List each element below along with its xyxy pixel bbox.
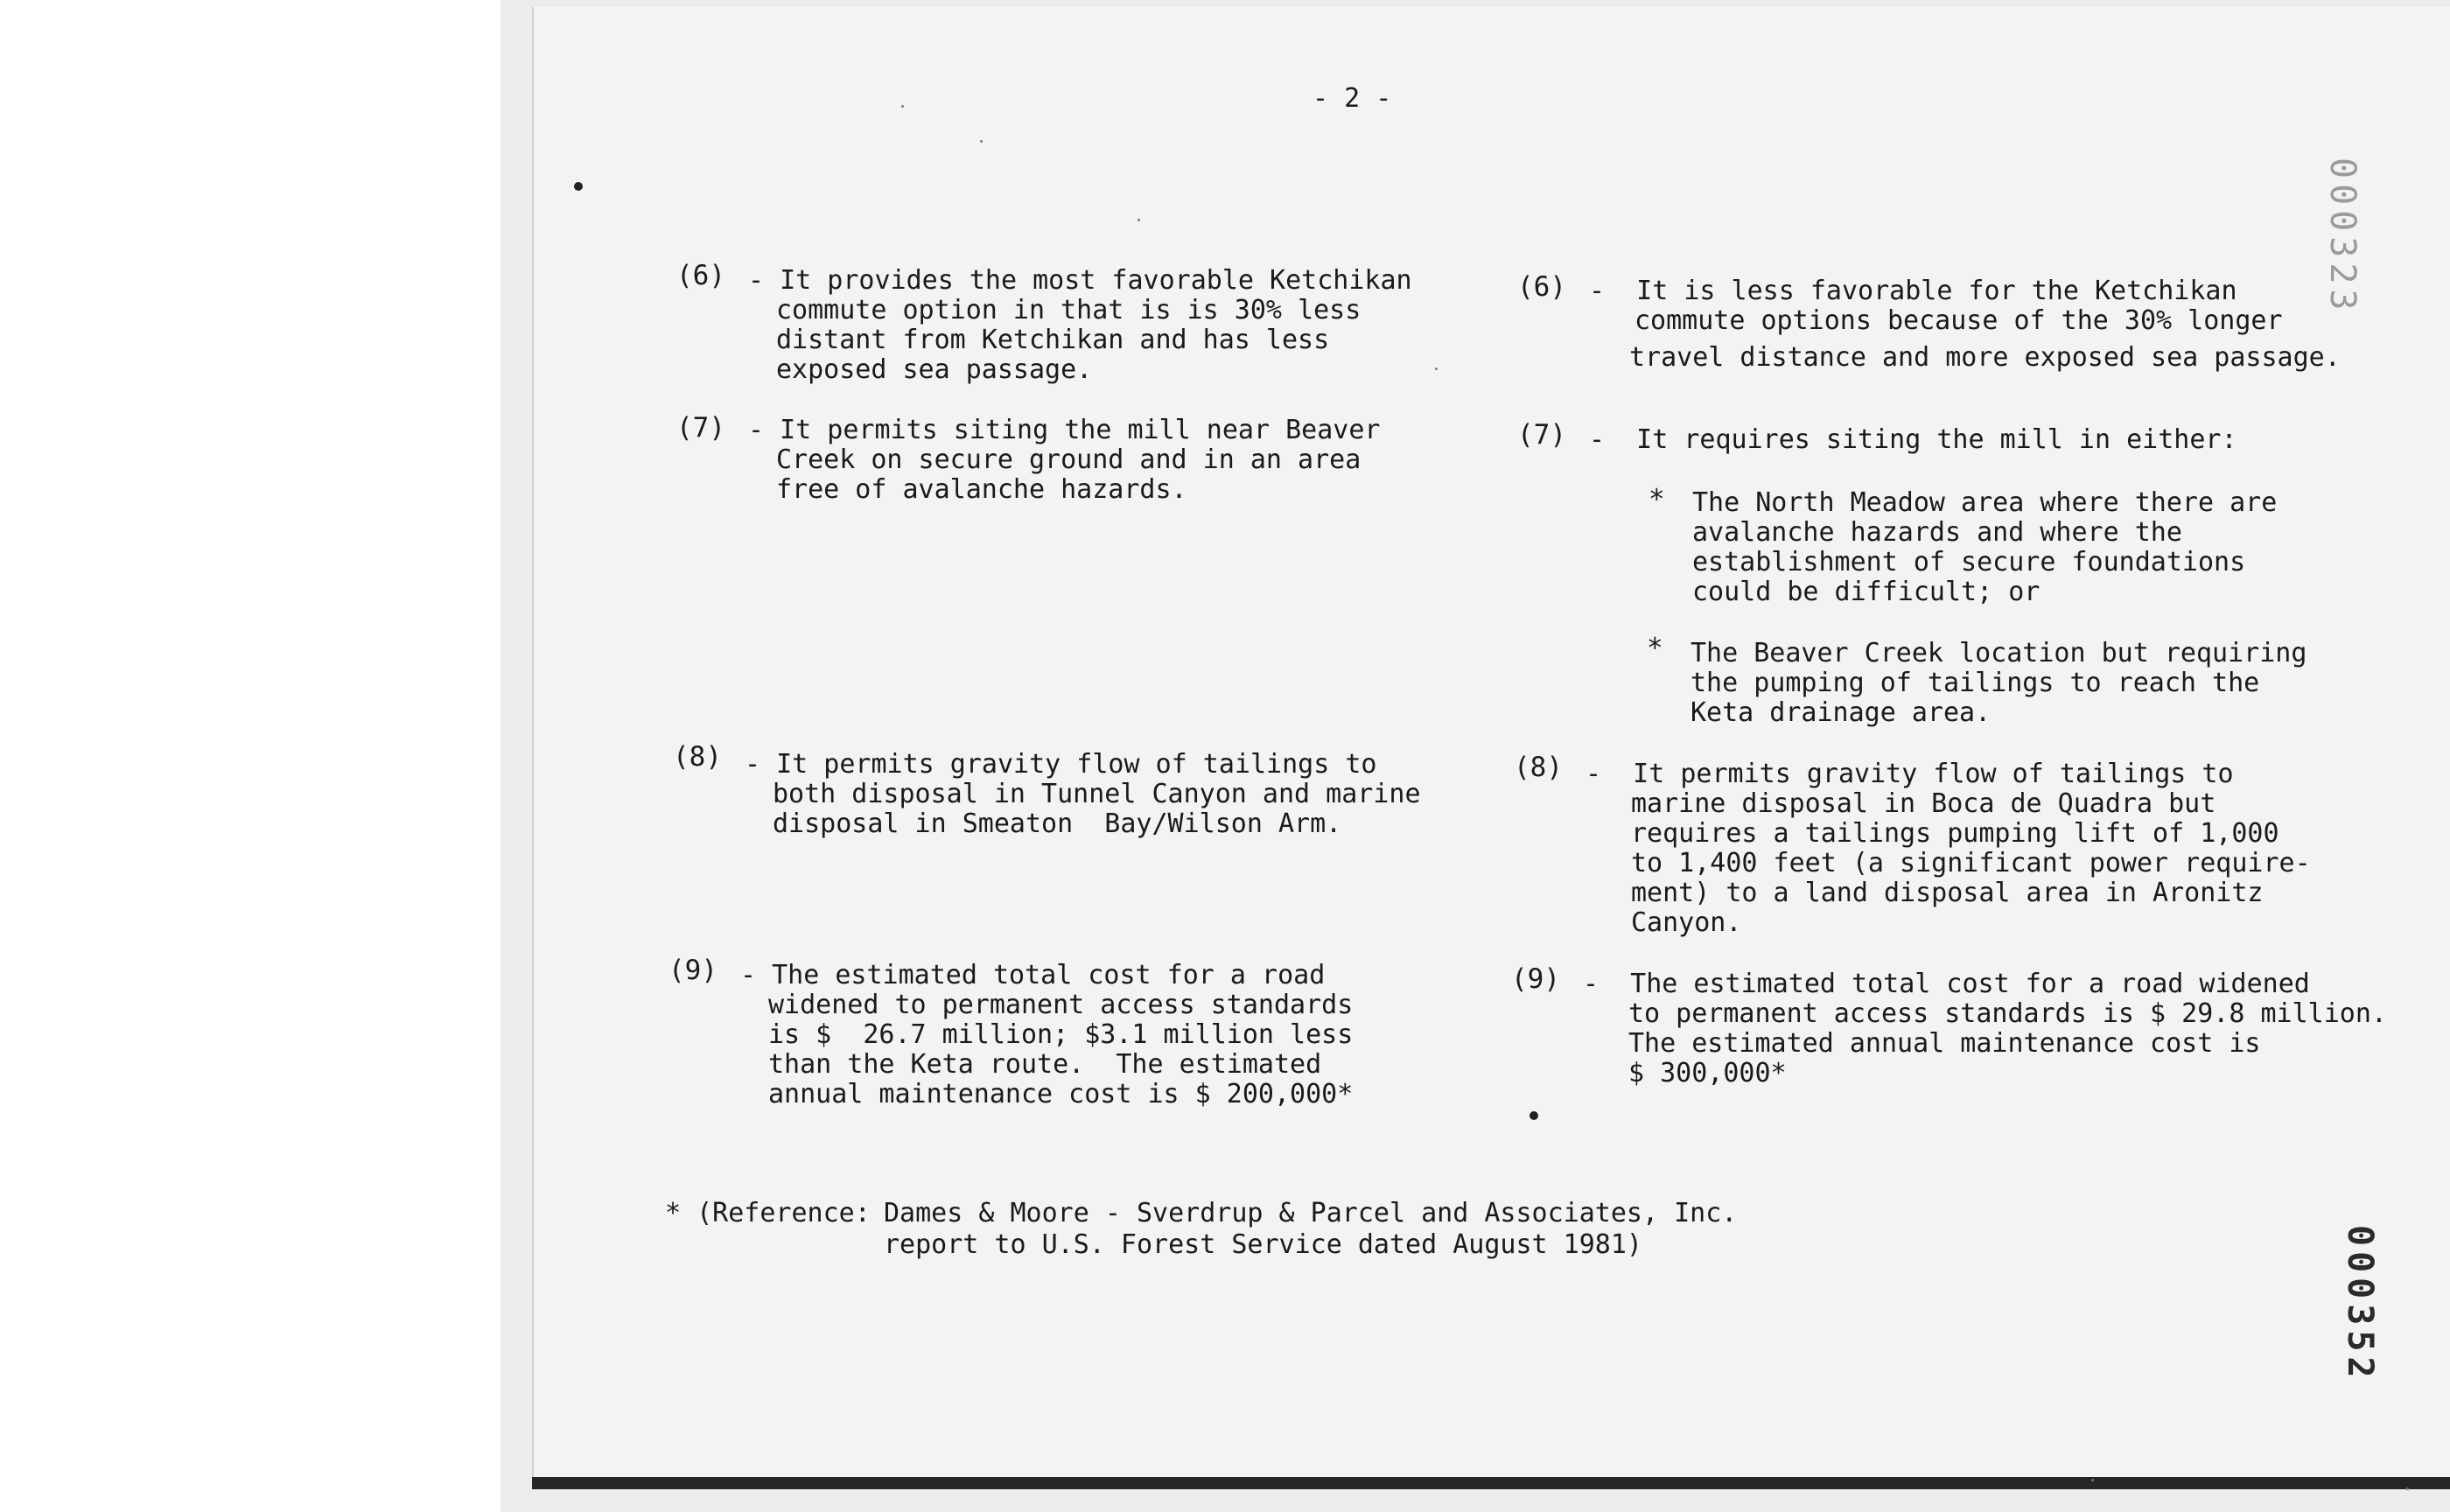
scan-speck [2406,1488,2409,1490]
item-line: the pumping of tailings to reach the [1690,668,2260,698]
item-line: avalanche hazards and where the [1692,517,2182,548]
footnote-line: Dames & Moore - Sverdrup & Parcel and Associates, Inc. [884,1198,1738,1228]
scan-speck [1435,368,1438,370]
item-line: - The estimated total cost for a road [740,960,1326,990]
item-line: commute options because of the 30% longer [1634,305,2283,336]
item-line: than the Keta route. The estimated [768,1049,1322,1080]
footnote-label: * (Reference: [665,1198,871,1228]
item-line: - It requires siting the mill in either: [1589,424,2237,455]
item-line: annual maintenance cost is $ 200,000* [768,1079,1354,1110]
bullet-marker: * [1647,633,1663,664]
scan-speck [2091,1479,2094,1481]
item-line: to 1,400 feet (a significant power require- [1631,848,2311,878]
item-line: The estimated annual maintenance cost is [1628,1028,2261,1059]
item-line: $ 300,000* [1628,1058,1787,1088]
item-line: - It provides the most favorable Ketchikan [748,265,1412,296]
item-line: requires a tailings pumping lift of 1,000 [1631,818,2279,849]
item-marker: (7) [1517,419,1566,451]
item-line: Keta drainage area. [1690,697,1992,728]
item-marker: (7) [676,412,725,444]
item-line: could be difficult; or [1692,577,2040,607]
footnote-line: report to U.S. Forest Service dated August 1981) [884,1229,1642,1260]
item-line: marine disposal in Boca de Quadra but [1631,788,2216,819]
scan-margin [0,0,500,1512]
item-marker: (9) [668,955,718,986]
bates-stamp-bottom: 000352 [2340,1225,2380,1383]
scan-speck [901,105,904,108]
item-line: - It permits siting the mill near Beaver [748,415,1381,445]
bullet-marker: * [1648,484,1665,515]
item-line: The Beaver Creek location but requiring [1690,638,2307,668]
item-line: commute option in that is is 30% less [776,295,1362,326]
scan-mark [1530,1111,1538,1120]
item-line: - It permits gravity flow of tailings to [1586,759,2234,789]
item-line: Creek on secure ground and in an area [776,444,1362,475]
scan-speck [1138,219,1140,221]
item-marker: (9) [1511,963,1560,995]
item-line: ment) to a land disposal area in Aronitz [1631,878,2264,908]
item-line: - The estimated total cost for a road widened [1583,969,2310,999]
item-line: disposal in Smeaton Bay/Wilson Arm. [773,808,1342,839]
page-bottom-edge [532,1477,2450,1489]
scan-speck [980,140,983,143]
item-line: distant from Ketchikan and has less [776,325,1330,355]
item-line: exposed sea passage. [776,354,1093,385]
item-line: to permanent access standards is $ 29.8 million. [1628,998,2387,1029]
item-line: The North Meadow area where there are [1692,487,2278,518]
scan-mark [574,182,583,191]
item-line: both disposal in Tunnel Canyon and marine [773,779,1421,809]
item-line: is $ 26.7 million; $3.1 million less [768,1019,1354,1050]
item-line: travel distance and more exposed sea passage. [1629,342,2341,373]
item-line: - It permits gravity flow of tailings to [745,749,1377,780]
item-marker: (6) [676,260,725,291]
item-marker: (8) [673,741,722,773]
item-marker: (8) [1514,752,1563,783]
item-line: free of avalanche hazards. [776,474,1187,505]
bates-stamp-top: 000323 [2322,158,2362,316]
item-line: - It is less favorable for the Ketchikan [1589,276,2237,306]
item-line: Canyon. [1631,907,1742,938]
item-line: establishment of secure foundations [1692,547,2246,578]
page-number: - 2 - [1312,83,1392,114]
item-marker: (6) [1517,271,1566,303]
item-line: widened to permanent access standards [768,990,1354,1020]
